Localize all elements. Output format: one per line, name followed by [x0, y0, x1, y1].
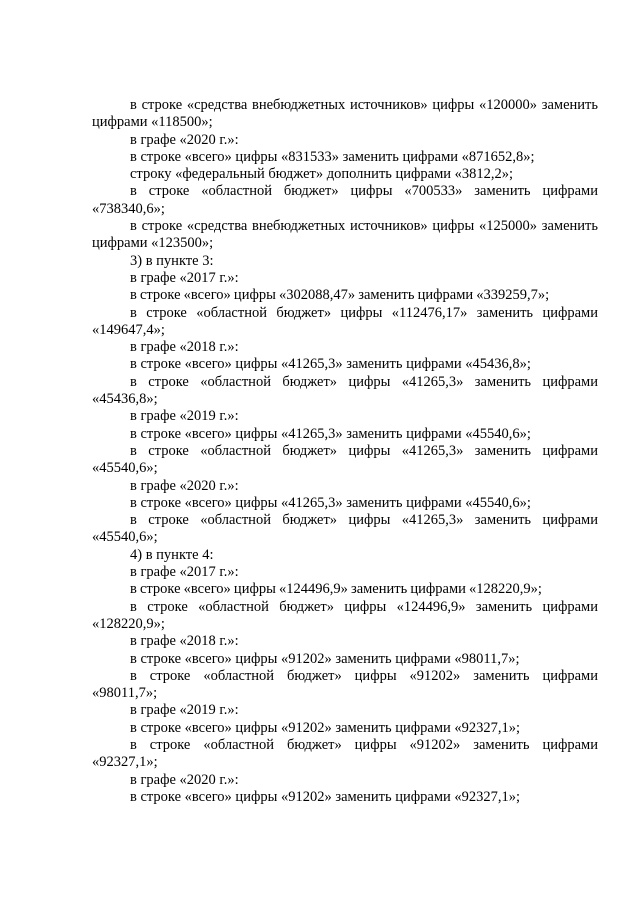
- paragraph: в строке «областной бюджет» цифры «112476,17» заменить цифрами «149647,4»;: [92, 304, 598, 338]
- paragraph: в графе «2017 г.»:: [130, 564, 239, 581]
- paragraph: в графе «2020 г.»:: [130, 477, 239, 494]
- paragraph: в строке «всего» цифры «124496,9» заменить цифрами «128220,9»;: [130, 581, 542, 598]
- paragraph: в графе «2017 г.»:: [130, 269, 239, 286]
- paragraph: в строке «всего» цифры «831533» заменить цифрами «871652,8»;: [130, 148, 535, 165]
- paragraph: в строке «областной бюджет» цифры «41265,3» заменить цифрами «45540,6»;: [92, 512, 598, 546]
- paragraph: в графе «2020 г.»:: [130, 131, 239, 148]
- paragraph: в строке «всего» цифры «41265,3» заменить цифрами «45540,6»;: [130, 494, 531, 511]
- paragraph: в строке «всего» цифры «91202» заменить цифрами «98011,7»;: [130, 650, 520, 667]
- paragraph: в строке «областной бюджет» цифры «91202» заменить цифрами «92327,1»;: [92, 736, 598, 771]
- paragraph: в строке «областной бюджет» цифры «91202» заменить цифрами «98011,7»;: [92, 667, 598, 702]
- paragraph: в графе «2018 г.»:: [130, 633, 239, 650]
- document-body: [92, 97, 598, 806]
- paragraph: в строке «всего» цифры «41265,3» заменить цифрами «45436,8»;: [130, 356, 531, 373]
- paragraph: в строке «областной бюджет» цифры «41265,3» заменить цифрами «45436,8»;: [92, 373, 598, 408]
- paragraph: строку «федеральный бюджет» дополнить цифрами «3812,2»;: [130, 166, 514, 183]
- paragraph: в строке «средства внебюджетных источников» цифры «120000» заменить цифрами «118500»;: [92, 97, 598, 131]
- paragraph: в строке «всего» цифры «91202» заменить цифрами «92327,1»;: [130, 719, 521, 736]
- section-heading: 3) в пункте 3:: [130, 252, 214, 269]
- paragraph: в строке «областной бюджет» цифры «124496,9» заменить цифрами «128220,9»;: [92, 598, 598, 632]
- paragraph: в строке «областной бюджет» цифры «700533» заменить цифрами «738340,6»;: [92, 183, 598, 217]
- paragraph: в строке «областной бюджет» цифры «41265,3» заменить цифрами «45540,6»;: [92, 442, 598, 477]
- paragraph: в графе «2019 г.»:: [130, 702, 239, 719]
- paragraph: в строке «всего» цифры «41265,3» заменить цифрами «45540,6»;: [130, 425, 531, 442]
- section-heading: 4) в пункте 4:: [130, 546, 214, 563]
- paragraph: в строке «средства внебюджетных источников» цифры «125000» заменить цифрами «123500»;: [92, 218, 598, 252]
- paragraph: в графе «2020 г.»:: [130, 771, 239, 788]
- paragraph: в строке «всего» цифры «302088,47» заменить цифрами «339259,7»;: [130, 287, 550, 304]
- paragraph: в графе «2019 г.»:: [130, 408, 239, 425]
- paragraph: в строке «всего» цифры «91202» заменить цифрами «92327,1»;: [130, 788, 521, 805]
- paragraph: в графе «2018 г.»:: [130, 339, 239, 356]
